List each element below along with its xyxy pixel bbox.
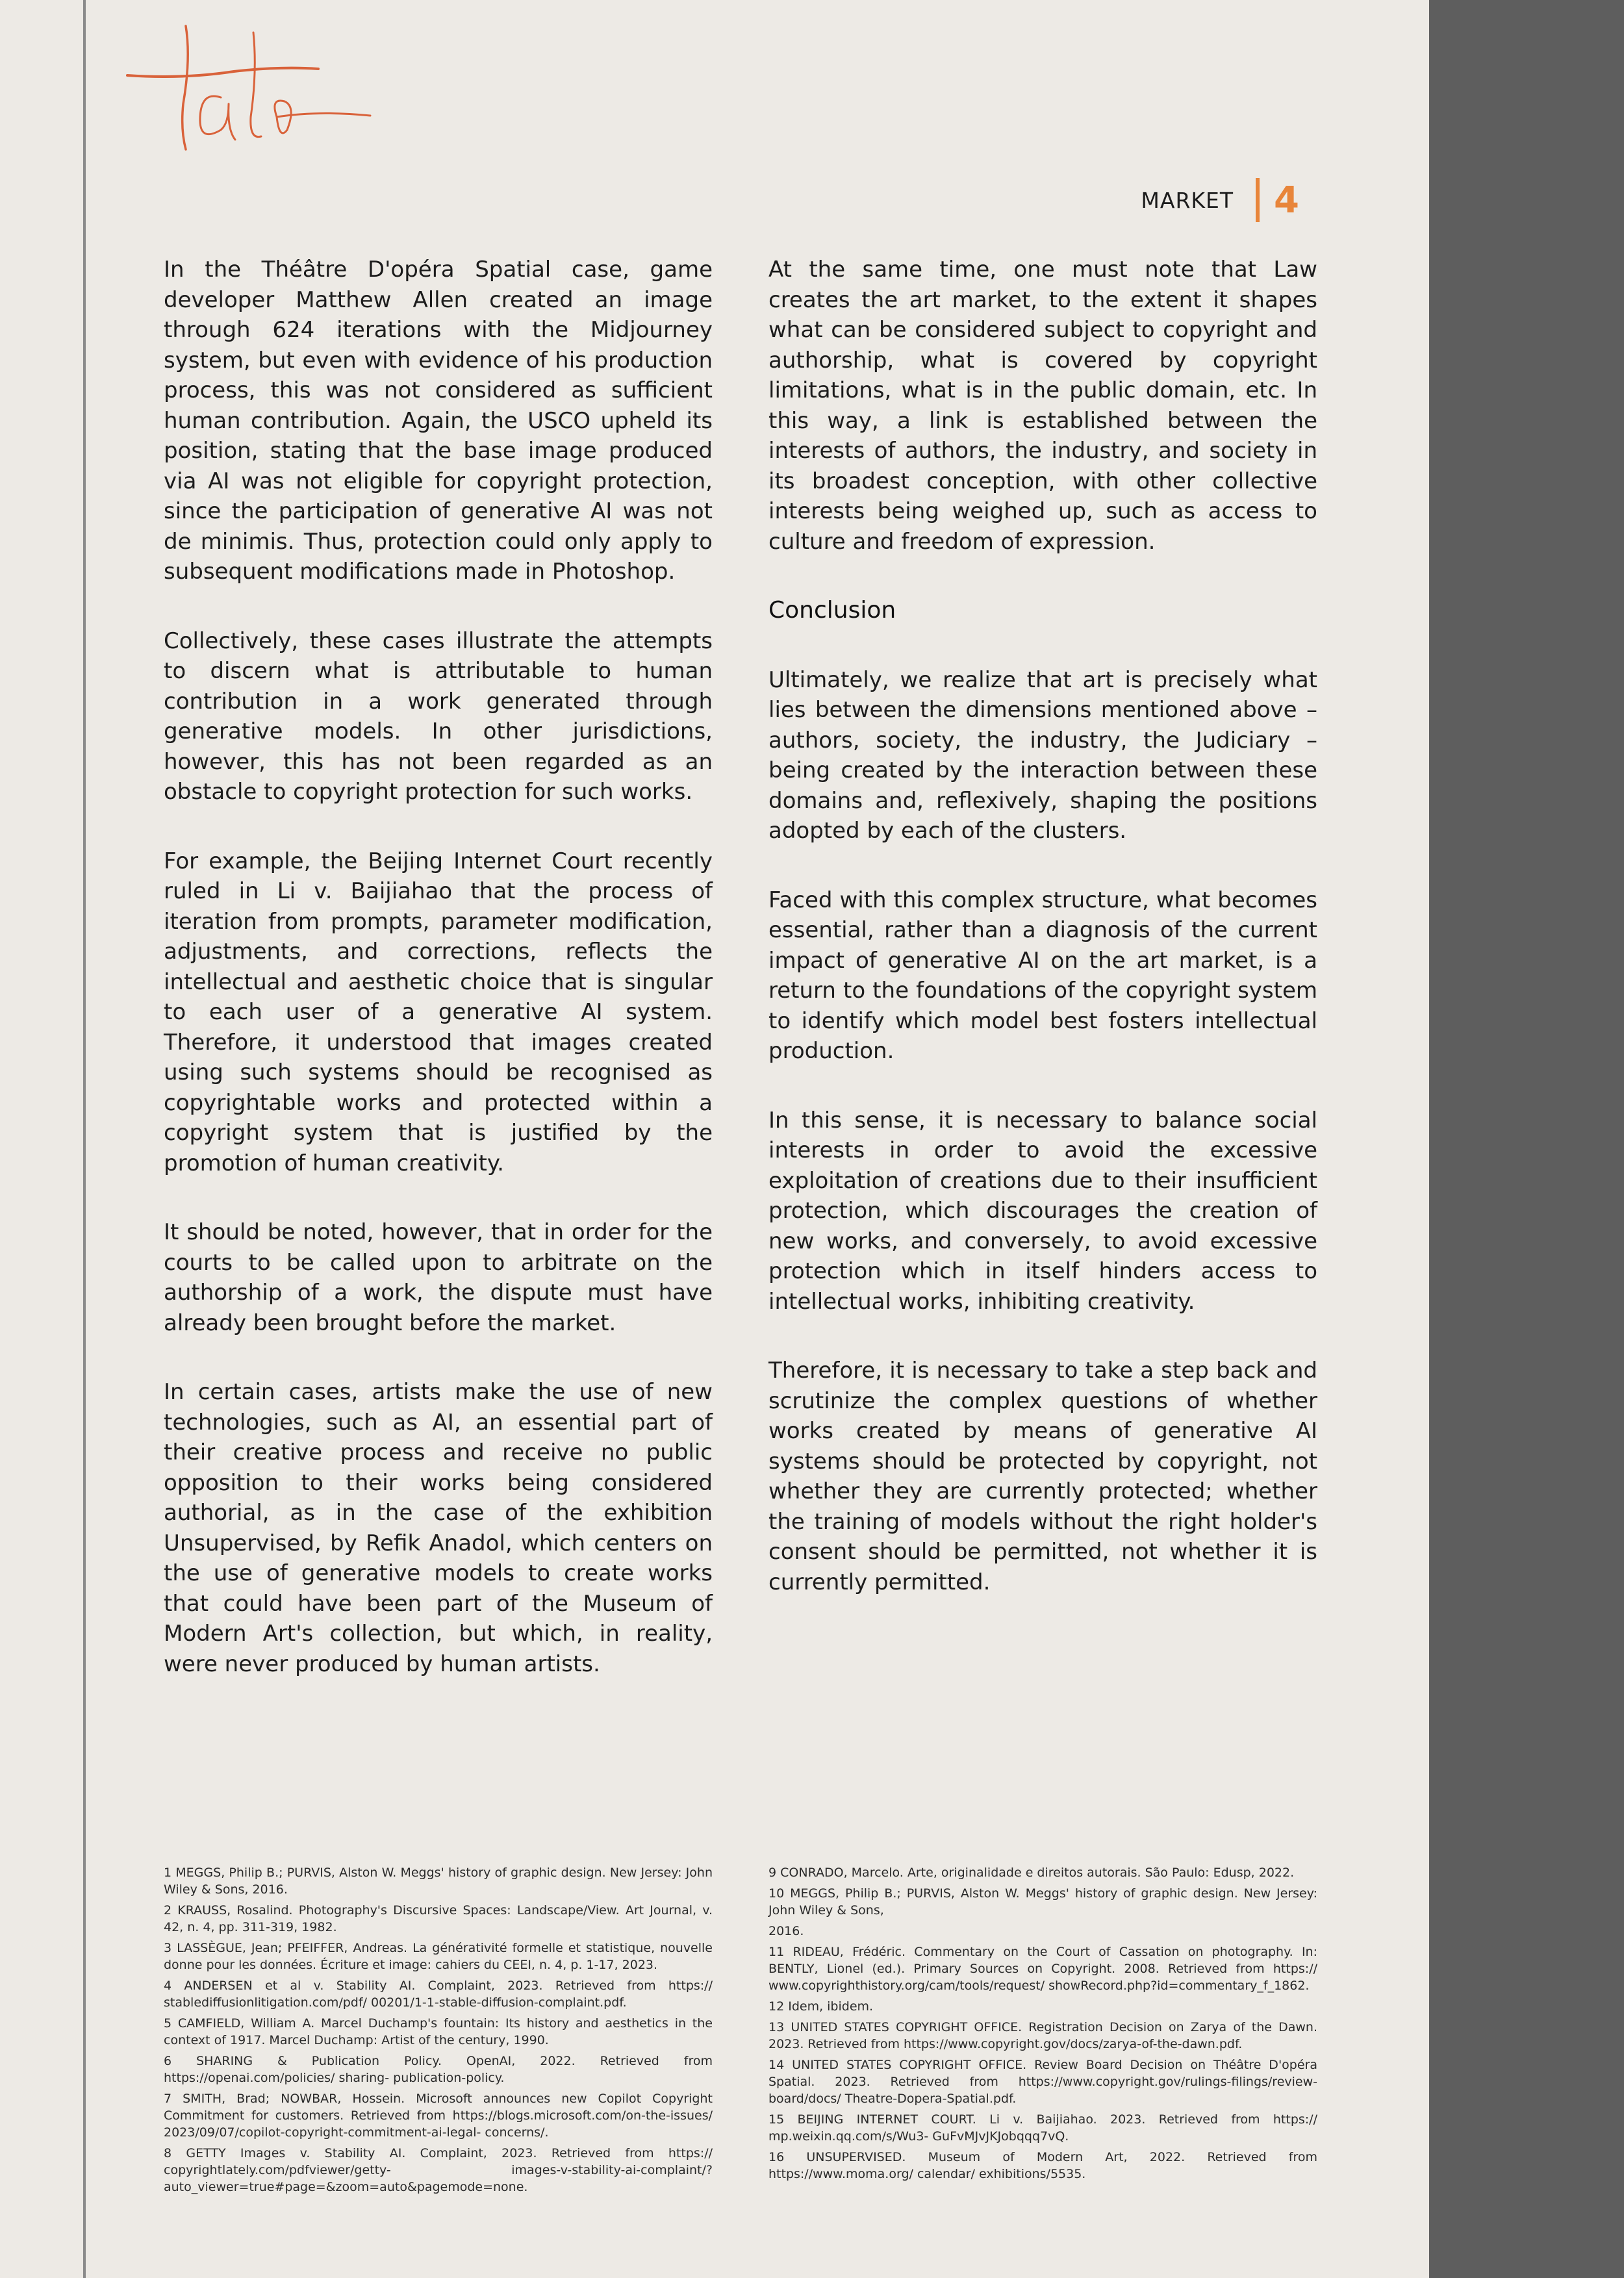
- body-paragraph: At the same time, one must note that Law creates the art market, to the extent it shapes what can be considered subject to copyright and authorship, what is covered by copyright limitations, what is in the public domain, etc. In this way, a link is established between the interests of authors, the industry, and society in its broadest conception, with other collective interests being weighed up, such as access to culture and freedom of expression.: [768, 257, 1317, 555]
- footnote: 16 UNSUPERVISED. Museum of Modern Art, 2022. Retrieved from https://www.moma.org/ calendar/ exhibitions/5535.: [768, 2150, 1317, 2181]
- footnote: 9 CONRADO, Marcelo. Arte, originalidade e direitos autorais. São Paulo: Edusp, 2022.: [768, 1866, 1295, 1880]
- footnote: 10 MEGGS, Philip B.; PURVIS, Alston W. Meggs' history of graphic design. New Jersey: John Wiley & Sons,: [768, 1886, 1317, 1917]
- section-divider: [1256, 178, 1260, 222]
- body-paragraph: In the Théâtre D'opéra Spatial case, game developer Matthew Allen created an image through 624 iterations with the Midjourney system, but even with evidence of his production process, this was not considered as sufficient human contribution. Again, the USCO upheld its position, stating that the base image produced via AI was not eligible for copyright protection, since the participation of generative AI was not de minimis. Thus, protection could only apply to subsequent modifications made in Photoshop.: [164, 257, 713, 585]
- footnote: 15 BEIJING INTERNET COURT. Li v. Baijiahao. 2023. Retrieved from https:// mp.weixin.qq.com/s/Wu3- GuFvMJvJKJobqqq7vQ.: [768, 2112, 1317, 2144]
- section-label: MARKET: [1141, 187, 1234, 213]
- footnote: 6 SHARING & Publication Policy. OpenAI, 2022. Retrieved from https://openai.com/policies/ sharing- publication-policy.: [164, 2054, 713, 2085]
- section-heading: Conclusion: [768, 597, 896, 624]
- body-paragraph: In this sense, it is necessary to balance social interests in order to avoid the excessive exploitation of creations due to their insufficient protection, which discourages the creation of new works, and conversely, to avoid excessive protection which in itself hinders access to intellectual works, inhibiting creativity.: [768, 1107, 1317, 1315]
- left-margin-rule: [83, 0, 86, 2278]
- footnote: 14 UNITED STATES COPYRIGHT OFFICE. Review Board Decision on Théâtre D'opéra Spatial. 2023. Retrieved from https://www.copyright.gov/rulings-filings/review-board/docs/ Theatre-Dopera-Spatial.pdf.: [768, 2058, 1317, 2106]
- page-number: 4: [1274, 179, 1299, 221]
- footnote: 2 KRAUSS, Rosalind. Photography's Discursive Spaces: Landscape/View. Art Journal, v. 42, n. 4, pp. 311-319, 1982.: [164, 1903, 713, 1934]
- footnote: 13 UNITED STATES COPYRIGHT OFFICE. Registration Decision on Zarya of the Dawn. 2023. Retrieved from https://www.copyright.gov/docs/zarya-of-the-dawn.pdf.: [768, 2020, 1317, 2051]
- footnote: 7 SMITH, Brad; NOWBAR, Hossein. Microsoft announces new Copilot Copyright Commitment for customers. Retrieved from https://blogs.microsoft.com/on-the-issues/ 2023/09/07/copilot-copyright-commitment-ai-legal- concerns/.: [164, 2092, 713, 2140]
- footnote: 8 GETTY Images v. Stability AI. Complaint, 2023. Retrieved from https:// copyrightlately.com/pdfviewer/getty- images-v-stability-ai-complaint/? auto_viewer=true#page=&zoom=auto&pagemode=none.: [164, 2146, 713, 2194]
- left-text-column: [164, 255, 713, 1718]
- body-paragraph: It should be noted, however, that in order for the courts to be called upon to arbitrate on the authorship of a work, the dispute must have already been brought before the market.: [164, 1219, 713, 1336]
- body-paragraph: Therefore, it is necessary to take a step back and scrutinize the complex questions of whether works created by means of generative AI systems should be protected by copyright, not whether they are currently protected; whether the training of models without the right holder's consent should be permitted, not whether it is currently permitted.: [768, 1358, 1317, 1595]
- footnotes-right: [768, 1864, 1317, 2186]
- footnote: 1 MEGGS, Philip B.; PURVIS, Alston W. Meggs' history of graphic design. New Jersey: John Wiley & Sons, 2016.: [164, 1866, 713, 1897]
- brand-logo: [123, 19, 377, 156]
- body-paragraph: Ultimately, we realize that art is precisely what lies between the dimensions mentioned above – authors, society, the industry, the Judiciary – being created by the interaction between these domains and, reflexively, shaping the positions adopted by each of the clusters.: [768, 666, 1317, 844]
- footnote: 3 LASSÈGUE, Jean; PFEIFFER, Andreas. La générativité formelle et statistique, nouvelle donne pour les données. Écriture et image: cahiers du CEEI, n. 4, p. 1-17, 2023.: [164, 1941, 713, 1972]
- footnote: 12 Idem, ibidem.: [768, 1999, 874, 2014]
- body-paragraph: Collectively, these cases illustrate the attempts to discern what is attributable to human contribution in a work generated through generative models. In other jurisdictions, however, this has not been regarded as an obstacle to copyright protection for such works.: [164, 627, 713, 805]
- footnote: 11 RIDEAU, Frédéric. Commentary on the Court of Cassation on photography. In: BENTLY, Lionel (ed.). Primary Sources on Copyright. 2008. Retrieved from https:// www.copyrighthistory.org/cam/tools/request/ showRecord.php?id=commentary_f_1862.: [768, 1945, 1317, 1993]
- right-text-column: [768, 255, 1317, 1636]
- section-header: [1141, 177, 1299, 223]
- body-paragraph: Faced with this complex structure, what becomes essential, rather than a diagnosis of the current impact of generative AI on the art market, is a return to the foundations of the copyright system to identify which model best fosters intellectual production.: [768, 887, 1317, 1064]
- body-paragraph: In certain cases, artists make the use of new technologies, such as AI, an essential part of their creative process and receive no public opposition to their works being considered authorial, as in the case of the exhibition Unsupervised, by Refik Anadol, which centers on the use of generative models to create works that could have been part of the Museum of Modern Art's collection, but which, in reality, were never produced by human artists.: [164, 1379, 713, 1677]
- footnotes-left: [164, 1864, 713, 2199]
- footnote: 5 CAMFIELD, William A. Marcel Duchamp's fountain: Its history and aesthetics in the context of 1917. Marcel Duchamp: Artist of the century, 1990.: [164, 2016, 713, 2047]
- footnote: 2016.: [768, 1924, 804, 1938]
- footnote: 4 ANDERSEN et al v. Stability AI. Complaint, 2023. Retrieved from https:// stablediffusionlitigation.com/pdf/ 00201/1-1-stable-diffusion-complaint.pdf.: [164, 1979, 713, 2010]
- body-paragraph: For example, the Beijing Internet Court recently ruled in Li v. Baijiahao that the process of iteration from prompts, parameter modification, adjustments, and corrections, reflects the intellectual and aesthetic choice that is singular to each user of a generative AI system. Therefore, it understood that images created using such systems should be recognised as copyrightable works and protected within a copyright system that is justified by the promotion of human creativity.: [164, 848, 713, 1176]
